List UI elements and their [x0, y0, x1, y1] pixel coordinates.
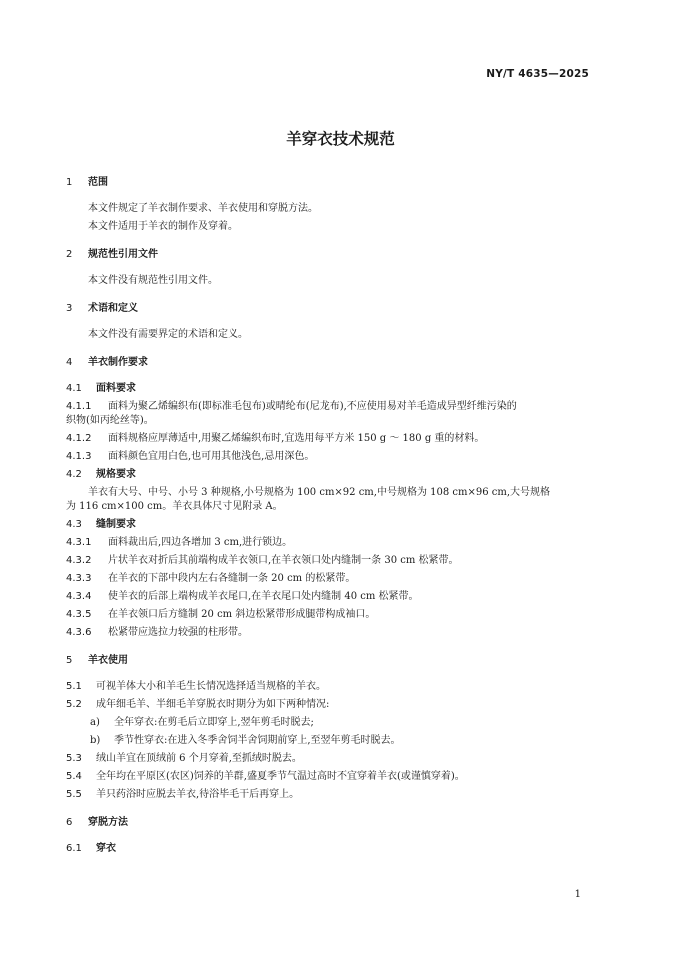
clause-number: 5.2 [66, 699, 82, 710]
section-heading-2 [66, 248, 596, 262]
clause-text: 绒山羊宜在顶绒前 6 个月穿着,至抓绒时脱去。 [96, 753, 302, 764]
clause-number: 5.5 [66, 789, 82, 800]
clause-4-3-2 [66, 554, 596, 568]
section-heading-4 [66, 356, 596, 370]
paragraph: 本文件没有需要界定的术语和定义。 [88, 329, 248, 340]
clause-text: 片状羊衣对折后其前端构成羊衣领口,在羊衣领口处内缝制一条 30 cm 松紧带。 [108, 555, 459, 566]
section-number: 4 [66, 357, 73, 368]
clause-4-3-3 [66, 572, 596, 586]
clause-text: 全年均在平原区(农区)饲养的羊群,盛夏季节气温过高时不宜穿着羊衣(或谨慎穿着)。 [96, 771, 465, 782]
clause-continuation: 织物(如丙纶丝等)。 [66, 415, 154, 426]
clause-number: 5.1 [66, 681, 82, 692]
section-title: 术语和定义 [88, 303, 138, 314]
clause-number: 4.3.1 [66, 537, 92, 548]
paragraph: 本文件规定了羊衣制作要求、羊衣使用和穿脱方法。 [88, 203, 318, 214]
clause-4-1-2 [66, 432, 596, 446]
subsection-title: 面料要求 [96, 383, 136, 394]
paragraph: 羊衣有大号、中号、小号 3 种规格,小号规格为 100 cm×92 cm,中号规格为 108 cm×96 cm,大号规格 [88, 487, 551, 498]
subsection-heading-6-1 [66, 842, 596, 856]
subsection-number: 6.1 [66, 843, 82, 854]
clause-text: 可视羊体大小和羊毛生长情况选择适当规格的羊衣。 [96, 681, 326, 692]
clause-number: 4.3.6 [66, 627, 92, 638]
section-title: 羊衣制作要求 [88, 357, 148, 368]
clause-number: 4.3.4 [66, 591, 92, 602]
section-title: 范围 [88, 177, 108, 188]
clause-text: 在羊衣领口后方缝制 20 cm 斜边松紧带形成腿带构成袖口。 [108, 609, 376, 620]
list-item-a [66, 716, 596, 730]
clause-number: 4.3.5 [66, 609, 92, 620]
clause-text: 使羊衣的后部上端构成羊衣尾口,在羊衣尾口处内缝制 40 cm 松紧带。 [108, 591, 419, 602]
clause-text: 面料规格应厚薄适中,用聚乙烯编织布时,宜选用每平方米 150 g ～ 180 g 重的材料。 [108, 433, 485, 444]
clause-text: 在羊衣的下部中段内左右各缝制一条 20 cm 的松紧带。 [108, 573, 356, 584]
clause-4-1-1 [66, 400, 596, 414]
document-title: 羊穿衣技术规范 [286, 130, 395, 148]
clause-text: 面料裁出后,四边各增加 3 cm,进行锁边。 [108, 537, 293, 548]
clause-number: 4.1.2 [66, 433, 92, 444]
section-number: 2 [66, 249, 73, 260]
subsection-title: 穿衣 [96, 843, 116, 854]
subsection-title: 规格要求 [96, 469, 136, 480]
subsection-number: 4.2 [66, 469, 82, 480]
document-body [66, 176, 596, 868]
clause-5-5 [66, 788, 596, 802]
clause-4-3-1 [66, 536, 596, 550]
clause-number: 4.1.1 [66, 401, 92, 412]
clause-number: 4.3.3 [66, 573, 92, 584]
section-number: 1 [66, 177, 73, 188]
section-title: 穿脱方法 [88, 817, 128, 828]
clause-4-3-4 [66, 590, 596, 604]
section-title: 规范性引用文件 [88, 249, 158, 260]
page-number: 1 [574, 889, 581, 900]
document-code: NY/T 4635—2025 [486, 68, 589, 80]
section-heading-5 [66, 654, 596, 668]
section-title: 羊衣使用 [88, 655, 128, 666]
section-heading-6 [66, 816, 596, 830]
paragraph: 本文件没有规范性引用文件。 [88, 275, 218, 286]
clause-number: 4.1.3 [66, 451, 92, 462]
clause-text: 面料为聚乙烯编织布(即标准毛包布)或晴纶布(尼龙布),不应使用易对羊毛造成异型纤维污染的 [108, 401, 517, 412]
list-marker: a) [90, 717, 100, 728]
clause-4-3-6 [66, 626, 596, 640]
clause-text: 松紧带应选拉力较强的柱形带。 [108, 627, 248, 638]
paragraph: 本文件适用于羊衣的制作及穿着。 [88, 221, 238, 232]
clause-5-2 [66, 698, 596, 712]
list-item-text: 季节性穿衣:在进入冬季舍饲半舍饲期前穿上,至翌年剪毛时脱去。 [114, 735, 401, 746]
subsection-heading-4-2 [66, 468, 596, 482]
clause-number: 5.3 [66, 753, 82, 764]
paragraph-continuation: 为 116 cm×100 cm。羊衣具体尺寸见附录 A。 [66, 501, 283, 512]
clause-5-3 [66, 752, 596, 766]
clause-text: 面料颜色宜用白色,也可用其他浅色,忌用深色。 [108, 451, 315, 462]
subsection-number: 4.1 [66, 383, 82, 394]
section-heading-1 [66, 176, 596, 190]
section-number: 3 [66, 303, 73, 314]
clause-number: 5.4 [66, 771, 82, 782]
clause-number: 4.3.2 [66, 555, 92, 566]
clause-5-4 [66, 770, 596, 784]
clause-4-1-3 [66, 450, 596, 464]
section-number: 5 [66, 655, 73, 666]
section-heading-3 [66, 302, 596, 316]
list-item-b [66, 734, 596, 748]
section-number: 6 [66, 817, 73, 828]
subsection-title: 缝制要求 [96, 519, 136, 530]
clause-text: 成年细毛羊、半细毛羊穿脱衣时期分为如下两种情况: [96, 699, 330, 710]
clause-text: 羊只药浴时应脱去羊衣,待浴毕毛干后再穿上。 [96, 789, 300, 800]
subsection-number: 4.3 [66, 519, 82, 530]
list-marker: b) [90, 735, 101, 746]
subsection-heading-4-1 [66, 382, 596, 396]
subsection-heading-4-3 [66, 518, 596, 532]
list-item-text: 全年穿衣:在剪毛后立即穿上,翌年剪毛时脱去; [114, 717, 314, 728]
clause-4-3-5 [66, 608, 596, 622]
clause-5-1 [66, 680, 596, 694]
